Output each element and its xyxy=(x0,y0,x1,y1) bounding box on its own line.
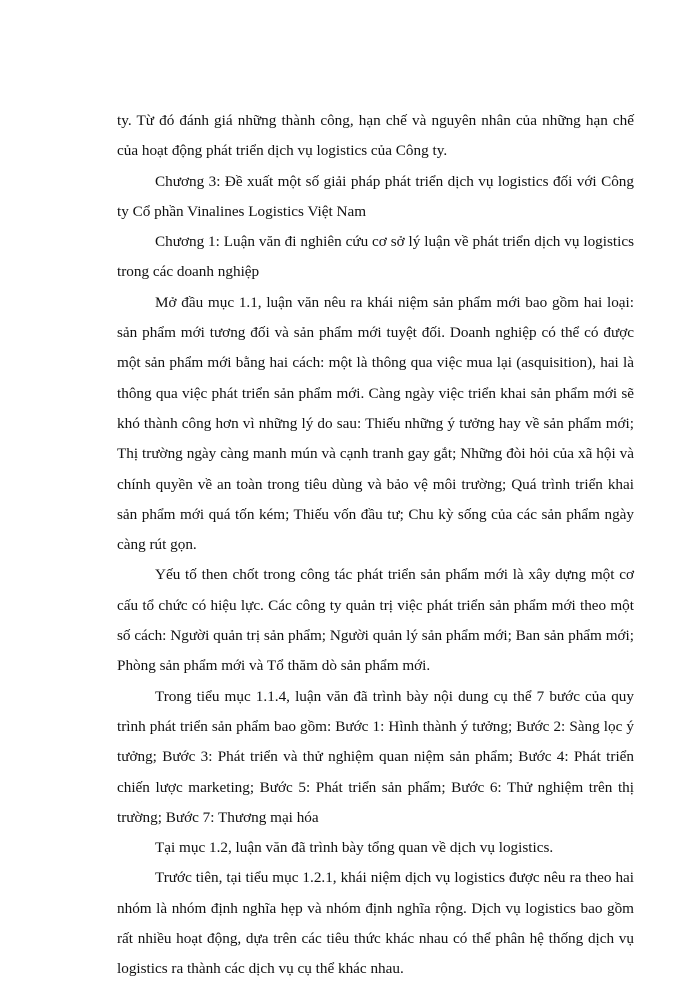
paragraph-chapter-1: Chương 1: Luận văn đi nghiên cứu cơ sở lý luận về phát triển dịch vụ logistics trong các doanh nghiệp xyxy=(117,233,634,281)
paragraph-1-continuation: ty. Từ đó đánh giá những thành công, hạn chế và nguyên nhân của những hạn chế của hoạt động phát triển dịch vụ logistics của Công ty. xyxy=(117,112,634,160)
paragraph-organization: Yếu tố then chốt trong công tác phát triển sản phẩm mới là xây dựng một cơ cấu tổ chức có hiệu lực. Các công ty quản trị việc phát triển sản phẩm mới theo một số cách: Người quản trị sản phẩm; Người quản lý sản phẩm mới; Ban sản phẩm mới; Phòng sản phẩm mới và Tổ thăm dò sản phẩm mới. xyxy=(117,566,634,675)
document-body xyxy=(117,106,634,985)
paragraph-chapter-3: Chương 3: Đề xuất một số giải pháp phát triển dịch vụ logistics đối với Công ty Cổ phần Vinalines Logistics Việt Nam xyxy=(117,172,634,220)
paragraph-section-1-2: Tại mục 1.2, luận văn đã trình bày tổng quan về dịch vụ logistics. xyxy=(155,839,554,857)
paragraph-section-1-1: Mở đầu mục 1.1, luận văn nêu ra khái niệm sản phẩm mới bao gồm hai loại: sản phẩm mới tương đối và sản phẩm mới tuyệt đối. Doanh nghiệp có thể có được một sản phẩm mới bằng hai cách: một là thông qua việc mua lại (asquisition), hai là thông qua việc phát triển sản phẩm mới. Càng ngày việc triển khai sản phẩm mới sẽ khó thành công hơn vì những lý do sau: Thiếu những ý tưởng hay về sản phẩm mới; Thị trường ngày càng manh mún và cạnh tranh gay gắt; Những đòi hỏi của xã hội và chính quyền về an toàn trong tiêu dùng và bảo vệ môi trường; Quá trình triển khai sản phẩm mới quá tốn kém; Thiếu vốn đầu tư; Chu kỳ sống của các sản phẩm ngày càng rút gọn. xyxy=(117,293,634,554)
paragraph-subsection-1-1-4: Trong tiểu mục 1.1.4, luận văn đã trình bày nội dung cụ thể 7 bước của quy trình phát triển sản phẩm bao gồm: Bước 1: Hình thành ý tưởng; Bước 2: Sàng lọc ý tưởng; Bước 3: Phát triển và thử nghiệm quan niệm sản phẩm; Bước 4: Phát triển chiến lược marketing; Bước 5: Phát triển sản phẩm; Bước 6: Thử nghiệm trên thị trường; Bước 7: Thương mại hóa xyxy=(117,687,634,826)
paragraph-subsection-1-2-1: Trước tiên, tại tiểu mục 1.2.1, khái niệm dịch vụ logistics được nêu ra theo hai nhóm là nhóm định nghĩa hẹp và nhóm định nghĩa rộng. Dịch vụ logistics bao gồm rất nhiều hoạt động, dựa trên các tiêu thức khác nhau có thể phân hệ thống dịch vụ logistics ra thành các dịch vụ cụ thể khác nhau. xyxy=(117,869,634,978)
